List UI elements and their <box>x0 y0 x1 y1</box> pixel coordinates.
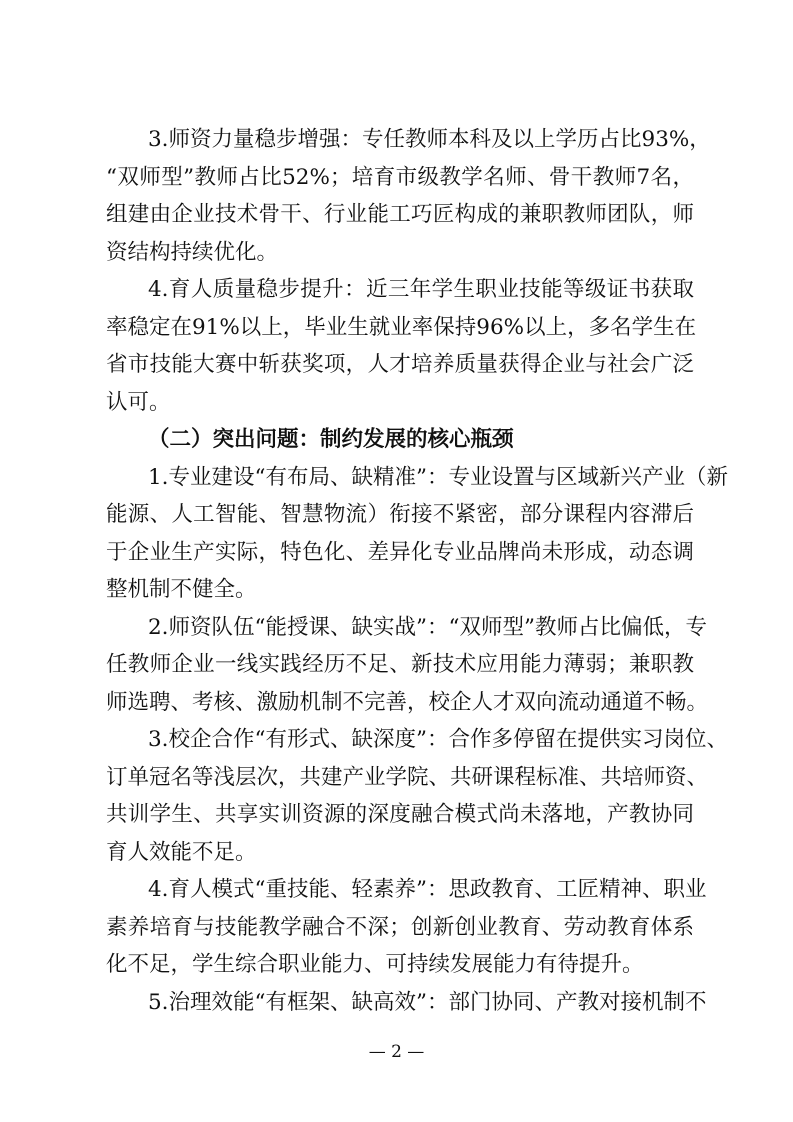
paragraph <box>106 609 709 722</box>
text-line: 3.校企合作“有形式、缺深度”：合作多停留在提供实习岗位、 <box>148 727 728 752</box>
text-line: 资结构持续优化。 <box>106 239 279 265</box>
text-line: 于企业生产实际，特色化、差异化专业品牌尚未形成，动态调 <box>106 539 694 565</box>
page-number: — 2 — <box>368 1042 425 1062</box>
text-line: 5.治理效能“有框架、缺高效”：部门协同、产教对接机制不 <box>148 989 707 1015</box>
text-line: 率稳定在91%以上，毕业生就业率保持96%以上，多名学生在 <box>106 314 697 340</box>
text-line: 育人效能不足。 <box>106 839 257 865</box>
paragraph <box>106 271 697 421</box>
text-line: 1.专业建设“有布局、缺精准”：专业设置与区域新兴产业（新 <box>148 464 728 490</box>
text-line: 共训学生、共享实训资源的深度融合模式尚未落地，产教协同 <box>106 802 694 827</box>
paragraph <box>106 459 728 609</box>
text-line: 能源、人工智能、智慧物流）衔接不紧密，部分课程内容滞后 <box>106 502 694 527</box>
paragraph <box>106 984 707 1022</box>
text-line: 3.师资力量稳步增强：专任教师本科及以上学历占比93%， <box>148 127 711 152</box>
text-line: 师选聘、考核、激励机制不完善，校企人才双向流动通道不畅。 <box>106 689 709 715</box>
text-line: 认可。 <box>106 389 171 415</box>
document-body <box>106 121 728 1021</box>
text-line: 任教师企业一线实践经历不足、新技术应用能力薄弱；兼职教 <box>106 652 694 677</box>
text-line: “双师型”教师占比52%；培育市级教学名师、骨干教师7名， <box>106 164 694 190</box>
text-line: （二）突出问题：制约发展的核心瓶颈 <box>148 427 514 452</box>
text-line: 化不足，学生综合职业能力、可持续发展能力有待提升。 <box>106 952 644 977</box>
paragraph <box>106 721 728 871</box>
paragraph <box>106 121 711 271</box>
text-line: 4.育人模式“重技能、轻素养”：思政教育、工匠精神、职业 <box>148 877 707 902</box>
section-heading <box>106 421 694 459</box>
text-line: 整机制不健全。 <box>106 577 257 602</box>
text-line: 2.师资队伍“能授课、缺实战”：“双师型”教师占比偏低，专 <box>148 614 707 640</box>
text-line: 素养培育与技能教学融合不深；创新创业教育、劳动教育体系 <box>106 914 694 940</box>
text-line: 组建由企业技术骨干、行业能工巧匠构成的兼职教师团队，师 <box>106 202 694 227</box>
text-line: 省市技能大赛中斩获奖项，人才培养质量获得企业与社会广泛 <box>106 352 694 377</box>
text-line: 4.育人质量稳步提升：近三年学生职业技能等级证书获取 <box>148 277 694 302</box>
paragraph <box>106 871 707 984</box>
text-line: 订单冠名等浅层次，共建产业学院、共研课程标准、共培师资、 <box>106 764 709 790</box>
